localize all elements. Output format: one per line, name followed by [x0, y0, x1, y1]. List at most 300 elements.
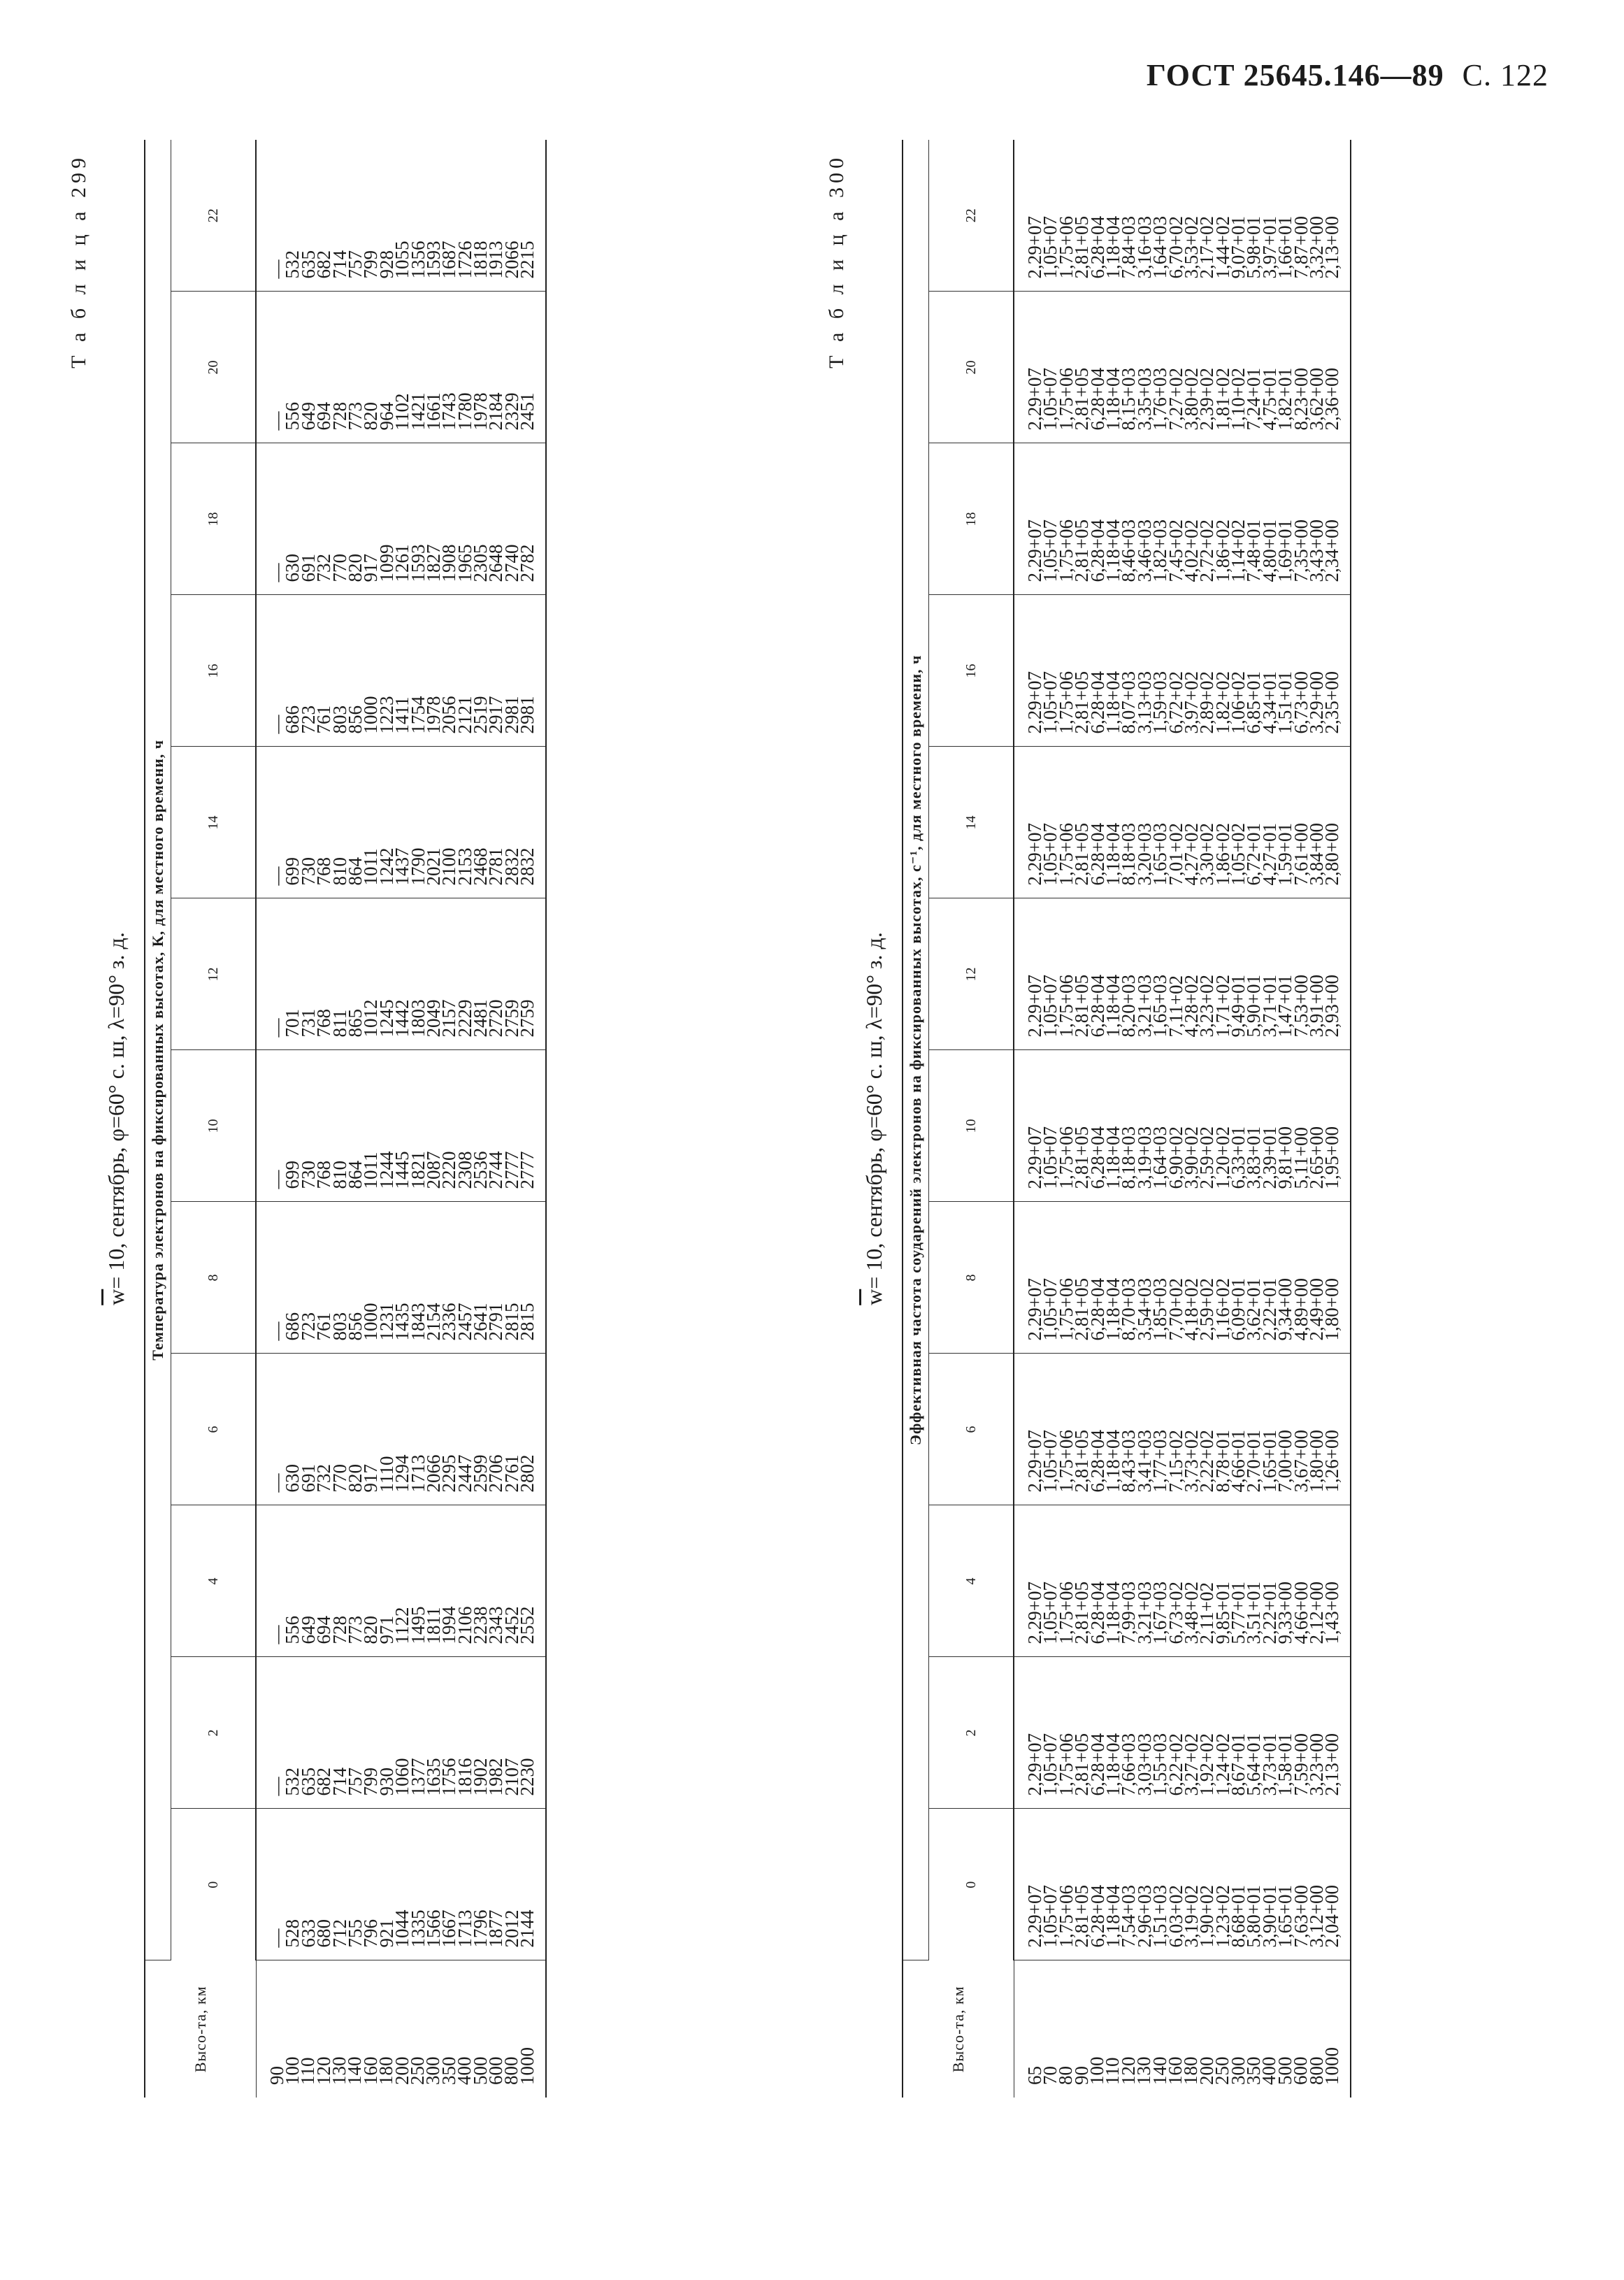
value-cell: 2066	[422, 1454, 444, 1493]
value-column	[1014, 1050, 1351, 1202]
value-cell: —	[266, 1170, 287, 1189]
value-cell: 4,27+02	[1180, 823, 1202, 886]
value-cell: 1,18+04	[1102, 1885, 1123, 1948]
value-cell: 1,90+02	[1196, 1885, 1218, 1948]
altitude-column	[256, 1960, 546, 2098]
altitude-cell: 130	[329, 2056, 350, 2085]
value-column	[1014, 1202, 1351, 1354]
value-cell: 2552	[517, 1606, 538, 1644]
time-header: 10	[171, 1050, 257, 1202]
value-column	[256, 595, 546, 747]
value-cell: 1780	[454, 392, 475, 431]
value-cell: 820	[360, 1616, 382, 1644]
data-body-row	[1014, 140, 1351, 2098]
value-cell: 2308	[454, 1151, 475, 1189]
value-cell: 2343	[485, 1606, 507, 1644]
value-cell: 2,35+00	[1321, 671, 1343, 734]
value-cell: 2,81+05	[1071, 975, 1093, 1038]
value-cell: 2519	[470, 696, 491, 734]
value-cell: 2087	[422, 1151, 444, 1189]
value-cell: 1,18+04	[1102, 1430, 1123, 1493]
value-cell: 1790	[407, 847, 429, 886]
value-cell: 1,75+06	[1055, 1885, 1077, 1948]
value-cell: 2,11+02	[1196, 1582, 1218, 1644]
value-cell: 1803	[407, 999, 429, 1038]
value-cell: 1818	[470, 241, 491, 279]
value-cell: 1,82+03	[1149, 519, 1171, 582]
value-cell: 6,28+04	[1086, 823, 1108, 886]
value-cell: 8,68+01	[1228, 1885, 1249, 1948]
value-cell: 2305	[470, 544, 491, 582]
value-cell: 2329	[501, 392, 522, 431]
value-cell: 820	[360, 402, 382, 431]
altitude-cell: 120	[1117, 2056, 1139, 2085]
altitude-cell: 180	[1180, 2056, 1202, 2085]
value-cell: 3,16+03	[1133, 216, 1155, 279]
value-cell: 2740	[501, 544, 522, 582]
value-cell: 1,18+04	[1102, 1126, 1123, 1189]
value-column	[256, 747, 546, 898]
value-cell: 1635	[422, 1758, 444, 1796]
value-cell: 1,75+06	[1055, 975, 1077, 1038]
value-cell: 649	[297, 1616, 319, 1644]
altitude-cell: 350	[438, 2056, 459, 2085]
value-cell: 1,05+07	[1040, 823, 1061, 886]
value-cell: 1978	[470, 392, 491, 431]
value-cell: 796	[360, 1919, 382, 1948]
value-cell: 1821	[407, 1151, 429, 1189]
value-cell: 856	[344, 705, 366, 734]
value-cell: 2220	[438, 1151, 460, 1189]
value-cell: 1445	[391, 1151, 413, 1189]
value-cell: 682	[313, 250, 335, 279]
value-cell: 682	[313, 1768, 335, 1796]
value-cell: 3,29+00	[1306, 671, 1328, 734]
group-header: Эффективная частота соударений электронов на фиксированных высотах, с⁻¹, для местного времени, ч	[903, 140, 929, 1960]
value-cell: 2336	[438, 1303, 460, 1341]
value-cell: 1335	[407, 1909, 429, 1948]
value-cell: 1,86+02	[1212, 823, 1233, 886]
value-cell: 3,53+02	[1180, 216, 1202, 279]
value-cell: 2457	[454, 1303, 475, 1341]
value-cell: 2,36+00	[1321, 368, 1343, 431]
value-cell: 2238	[470, 1606, 491, 1644]
value-cell: 1965	[454, 544, 475, 582]
value-cell: 3,90+01	[1258, 1885, 1280, 1948]
value-cell: 2781	[485, 847, 507, 886]
value-cell: 2,29+07	[1024, 1885, 1045, 1948]
value-cell: 6,03+02	[1165, 1885, 1186, 1948]
value-cell: 7,59+00	[1290, 1733, 1312, 1796]
value-cell: 3,71+01	[1258, 975, 1280, 1038]
value-cell: 768	[313, 1009, 335, 1038]
value-cell: 1,14+02	[1228, 519, 1249, 582]
value-cell: —	[266, 1321, 287, 1341]
value-cell: 6,28+04	[1086, 1582, 1108, 1644]
value-cell: 2,29+07	[1024, 975, 1045, 1038]
value-cell: 1811	[422, 1607, 444, 1644]
value-cell: 1,16+02	[1212, 1278, 1233, 1341]
value-cell: —	[266, 1625, 287, 1644]
altitude-cell: 300	[422, 2056, 444, 2085]
value-cell: 1827	[422, 544, 444, 582]
value-cell: 4,34+01	[1258, 671, 1280, 734]
altitude-cell: 200	[1195, 2056, 1217, 2085]
value-cell: 2,80+00	[1321, 823, 1343, 886]
value-cell: 2777	[517, 1151, 538, 1189]
value-cell: 4,28+02	[1180, 975, 1202, 1038]
altitude-cell: 500	[469, 2056, 491, 2085]
value-cell: 694	[313, 402, 335, 431]
value-cell: 4,27+01	[1258, 823, 1280, 886]
value-cell: 635	[297, 1768, 319, 1796]
value-cell: 1,18+04	[1102, 975, 1123, 1038]
value-cell: 2,93+00	[1321, 975, 1343, 1038]
value-cell: 2107	[501, 1758, 522, 1796]
value-cell: 2,59+02	[1196, 1126, 1218, 1189]
time-header: 14	[929, 747, 1014, 898]
value-cell: 1,05+07	[1040, 368, 1061, 431]
value-cell: 1,18+04	[1102, 1582, 1123, 1644]
value-column	[1014, 443, 1351, 595]
value-cell: 1,75+06	[1055, 1582, 1077, 1644]
value-cell: 1,05+07	[1040, 1126, 1061, 1189]
value-cell: 2782	[517, 544, 538, 582]
time-header: 4	[929, 1505, 1014, 1657]
value-cell: 2066	[501, 241, 522, 279]
value-cell: 2641	[470, 1303, 491, 1341]
value-cell: —	[266, 1777, 287, 1796]
value-cell: 2,81+05	[1071, 823, 1093, 886]
value-cell: 728	[329, 1616, 350, 1644]
value-cell: 2,04+00	[1321, 1885, 1343, 1948]
value-cell: 2,34+00	[1321, 519, 1343, 582]
altitude-cell: 100	[281, 2056, 303, 2085]
value-cell: 7,24+01	[1243, 368, 1265, 431]
value-cell: 7,48+01	[1243, 519, 1265, 582]
time-header: 18	[929, 443, 1014, 595]
value-cell: 1495	[407, 1606, 429, 1644]
value-cell: 2,29+07	[1024, 368, 1045, 431]
value-cell: 1,47+01	[1274, 975, 1296, 1038]
value-cell: 810	[329, 1161, 350, 1189]
altitude-cell: 400	[454, 2056, 475, 2085]
value-cell: 1566	[422, 1909, 444, 1948]
value-cell: 2106	[454, 1606, 475, 1644]
value-cell: 7,45+02	[1165, 519, 1186, 582]
value-cell: 2,81+05	[1071, 519, 1093, 582]
value-cell: 1,59+01	[1274, 823, 1296, 886]
value-cell: 1661	[422, 392, 444, 431]
value-cell: 699	[282, 1161, 303, 1189]
value-cell: 2791	[485, 1303, 507, 1341]
value-cell: 1,18+04	[1102, 1733, 1123, 1796]
value-cell: 4,80+01	[1258, 519, 1280, 582]
value-cell: 1,44+02	[1212, 216, 1233, 279]
time-header: 2	[171, 1657, 257, 1809]
value-cell: 6,22+02	[1165, 1733, 1186, 1796]
page-header	[1147, 57, 1548, 93]
altitude-cell: 600	[1290, 2056, 1312, 2085]
value-cell: 2,29+07	[1024, 1278, 1045, 1341]
title-w-symbol: $\overline{w}$	[861, 1289, 886, 1305]
value-cell: 1,05+07	[1040, 1278, 1061, 1341]
value-cell: 732	[313, 554, 335, 582]
value-cell: 1,51+01	[1274, 671, 1296, 734]
value-cell: 3,97+01	[1258, 216, 1280, 279]
value-cell: 1,65+01	[1274, 1885, 1296, 1948]
value-cell: 2100	[438, 847, 460, 886]
value-cell: 1,18+04	[1102, 671, 1123, 734]
value-cell: 2,59+02	[1196, 1278, 1218, 1341]
value-cell: 761	[313, 1312, 335, 1341]
time-header: 0	[929, 1809, 1014, 1960]
value-cell: 3,21+03	[1133, 1582, 1155, 1644]
value-cell: 3,21+03	[1133, 975, 1155, 1038]
value-cell: 1,67+03	[1149, 1582, 1171, 1644]
value-cell: 3,48+02	[1180, 1582, 1202, 1644]
value-cell: 1,80+00	[1306, 1430, 1328, 1493]
value-cell: 1726	[454, 241, 475, 279]
value-column	[1014, 292, 1351, 443]
value-cell: 761	[313, 705, 335, 734]
altitude-cell: 600	[484, 2056, 506, 2085]
value-cell: 1,58+01	[1274, 1733, 1296, 1796]
value-cell: 1593	[407, 544, 429, 582]
value-cell: 2,81+05	[1071, 1582, 1093, 1644]
altitude-cell: 160	[359, 2056, 381, 2085]
value-cell: 1,75+06	[1055, 216, 1077, 279]
value-cell: 3,91+00	[1306, 975, 1328, 1038]
value-cell: 630	[282, 554, 303, 582]
value-cell: 732	[313, 1464, 335, 1493]
value-cell: 921	[375, 1919, 397, 1948]
value-cell: 2012	[501, 1909, 522, 1948]
value-cell: 1099	[375, 544, 397, 582]
value-cell: 9,81+00	[1274, 1126, 1296, 1189]
value-cell: 1,82+02	[1212, 671, 1233, 734]
value-cell: 532	[282, 1768, 303, 1796]
value-cell: 7,00+00	[1274, 1430, 1296, 1493]
value-cell: 3,12+00	[1306, 1885, 1328, 1948]
value-cell: 1978	[422, 696, 444, 734]
value-cell: —	[266, 411, 287, 431]
table-title	[861, 140, 887, 2098]
altitude-cell: 90	[266, 2066, 287, 2085]
value-cell: 1,82+01	[1274, 368, 1296, 431]
title-w-symbol: $\overline{w}$	[103, 1289, 129, 1305]
value-cell: 1,69+01	[1274, 519, 1296, 582]
value-cell: 2,13+00	[1321, 1733, 1343, 1796]
value-cell: 3,51+01	[1243, 1582, 1265, 1644]
value-cell: 2802	[517, 1454, 538, 1493]
value-cell: 556	[282, 1616, 303, 1644]
value-cell: 1,77+03	[1149, 1430, 1171, 1493]
table-label: Т а б л и ц а 299	[67, 154, 90, 368]
value-cell: 964	[375, 402, 397, 431]
value-cell: 712	[329, 1919, 350, 1948]
value-cell: 6,28+04	[1086, 1278, 1108, 1341]
value-cell: 5,80+01	[1243, 1885, 1265, 1948]
value-cell: 6,72+01	[1243, 823, 1265, 886]
value-cell: 2,22+02	[1196, 1430, 1218, 1493]
value-cell: 2157	[438, 999, 460, 1038]
value-cell: 1,65+03	[1149, 823, 1171, 886]
altitude-cell: 80	[1055, 2066, 1077, 2085]
value-cell: 6,28+04	[1086, 1885, 1108, 1948]
altitude-cell: 65	[1023, 2066, 1045, 2085]
value-cell: 2917	[485, 696, 507, 734]
value-cell: 1,66+01	[1274, 216, 1296, 279]
value-cell: 1377	[407, 1758, 429, 1796]
value-cell: 3,13+03	[1133, 671, 1155, 734]
value-cell: 1,24+02	[1212, 1733, 1233, 1796]
value-cell: 2215	[517, 241, 538, 279]
value-cell: 5,98+01	[1243, 216, 1265, 279]
value-cell: 2832	[501, 847, 522, 886]
value-cell: 2,81+05	[1071, 1126, 1093, 1189]
time-header: 6	[171, 1354, 257, 1505]
value-cell: 1,18+04	[1102, 823, 1123, 886]
page-number: С. 122	[1462, 58, 1548, 92]
value-cell: 1908	[438, 544, 460, 582]
value-cell: 3,30+02	[1196, 823, 1218, 886]
value-cell: 691	[297, 554, 319, 582]
value-cell: 6,85+01	[1243, 671, 1265, 734]
value-cell: 757	[344, 1768, 366, 1796]
value-cell: 2,81+05	[1071, 1430, 1093, 1493]
value-cell: 6,70+02	[1165, 216, 1186, 279]
value-cell: 7,70+02	[1165, 1278, 1186, 1341]
value-cell: 2,65+00	[1306, 1126, 1328, 1189]
value-column	[256, 1809, 546, 1960]
value-cell: 8,70+03	[1118, 1278, 1140, 1341]
altitude-cell: 110	[1102, 2057, 1123, 2085]
value-cell: 1,75+06	[1055, 823, 1077, 886]
value-cell: 730	[297, 857, 319, 886]
value-cell: 2759	[517, 999, 538, 1038]
value-cell: 2981	[501, 696, 522, 734]
value-cell: 6,90+02	[1165, 1126, 1186, 1189]
value-cell: 1,05+07	[1040, 216, 1061, 279]
value-cell: 4,66+00	[1290, 1582, 1312, 1644]
value-cell: 6,09+01	[1228, 1278, 1249, 1341]
value-cell: 1231	[375, 1303, 397, 1341]
value-cell: 917	[360, 1464, 382, 1493]
value-cell: 2,72+02	[1196, 519, 1218, 582]
value-cell: 1982	[485, 1758, 507, 1796]
time-header: 16	[929, 595, 1014, 747]
value-cell: 2648	[485, 544, 507, 582]
value-cell: 1012	[360, 999, 382, 1038]
value-cell: 2,13+00	[1321, 216, 1343, 279]
value-cell: 1,55+03	[1149, 1733, 1171, 1796]
value-cell: 1,05+07	[1040, 1733, 1061, 1796]
value-cell: 7,66+03	[1118, 1733, 1140, 1796]
value-cell: 4,66+01	[1228, 1430, 1249, 1493]
value-cell: 1,05+07	[1040, 975, 1061, 1038]
value-cell: 1,95+00	[1321, 1126, 1343, 1189]
value-cell: 4,02+02	[1180, 519, 1202, 582]
value-column	[256, 140, 546, 292]
value-cell: 3,80+02	[1180, 368, 1202, 431]
value-cell: 6,28+04	[1086, 975, 1108, 1038]
value-cell: 723	[297, 1312, 319, 1341]
title-conditions: = 10, сентябрь, φ=60° с. ш, λ=90° з. д.	[861, 932, 886, 1289]
value-cell: 9,49+01	[1228, 975, 1249, 1038]
value-cell: 799	[360, 250, 382, 279]
value-column	[256, 292, 546, 443]
value-cell: 1,18+04	[1102, 519, 1123, 582]
value-cell: 1122	[391, 1607, 413, 1644]
value-cell: 1,10+02	[1228, 368, 1249, 431]
value-cell: 1743	[438, 392, 460, 431]
value-cell: 3,41+03	[1133, 1430, 1155, 1493]
value-cell: 1244	[375, 1151, 397, 1189]
value-cell: 1,92+02	[1196, 1733, 1218, 1796]
value-cell: 1,75+06	[1055, 671, 1077, 734]
value-cell: 1294	[391, 1454, 413, 1493]
value-cell: 2815	[501, 1303, 522, 1341]
value-cell: 2,12+00	[1306, 1582, 1328, 1644]
value-cell: 1,75+06	[1055, 1430, 1077, 1493]
value-cell: 694	[313, 1616, 335, 1644]
value-cell: 3,27+02	[1180, 1733, 1202, 1796]
value-cell: 5,64+01	[1243, 1733, 1265, 1796]
value-cell: 532	[282, 250, 303, 279]
time-header: 8	[171, 1202, 257, 1354]
value-cell: 1,05+07	[1040, 671, 1061, 734]
value-cell: 1055	[391, 241, 413, 279]
value-cell: 2815	[517, 1303, 538, 1341]
value-cell: 928	[375, 250, 397, 279]
value-cell: 810	[329, 857, 350, 886]
value-cell: 1437	[391, 847, 413, 886]
value-cell: 2144	[517, 1909, 538, 1948]
value-cell: 731	[297, 1009, 319, 1038]
value-cell: 2777	[501, 1151, 522, 1189]
altitude-cell: 100	[1086, 2056, 1108, 2085]
value-cell: 6,28+04	[1086, 1430, 1108, 1493]
value-cell: 2981	[517, 696, 538, 734]
value-column	[1014, 1657, 1351, 1809]
value-cell: 2,70+01	[1243, 1430, 1265, 1493]
value-cell: 714	[329, 1768, 350, 1796]
value-cell: 8,15+03	[1118, 368, 1140, 431]
altitude-cell: 1000	[1321, 2047, 1342, 2085]
time-header: 12	[171, 898, 257, 1050]
value-cell: 6,73+02	[1165, 1582, 1186, 1644]
value-cell: 9,33+00	[1274, 1582, 1296, 1644]
value-cell: 1754	[407, 696, 429, 734]
value-cell: 1816	[454, 1758, 475, 1796]
value-column	[256, 1202, 546, 1354]
value-cell: 3,62+00	[1306, 368, 1328, 431]
value-cell: 820	[344, 554, 366, 582]
value-cell: 2,81+05	[1071, 1885, 1093, 1948]
value-cell: 1,64+03	[1149, 216, 1171, 279]
value-cell: 1,75+06	[1055, 519, 1077, 582]
value-cell: 770	[329, 1464, 350, 1493]
value-cell: 3,84+00	[1306, 823, 1328, 886]
value-cell: 728	[329, 402, 350, 431]
value-cell: 1,59+03	[1149, 671, 1171, 734]
value-cell: 8,43+03	[1118, 1430, 1140, 1493]
time-header: 20	[171, 292, 257, 443]
value-cell: 3,19+02	[1180, 1885, 1202, 1948]
value-cell: 8,18+03	[1118, 823, 1140, 886]
value-cell: 1,65+03	[1149, 975, 1171, 1038]
